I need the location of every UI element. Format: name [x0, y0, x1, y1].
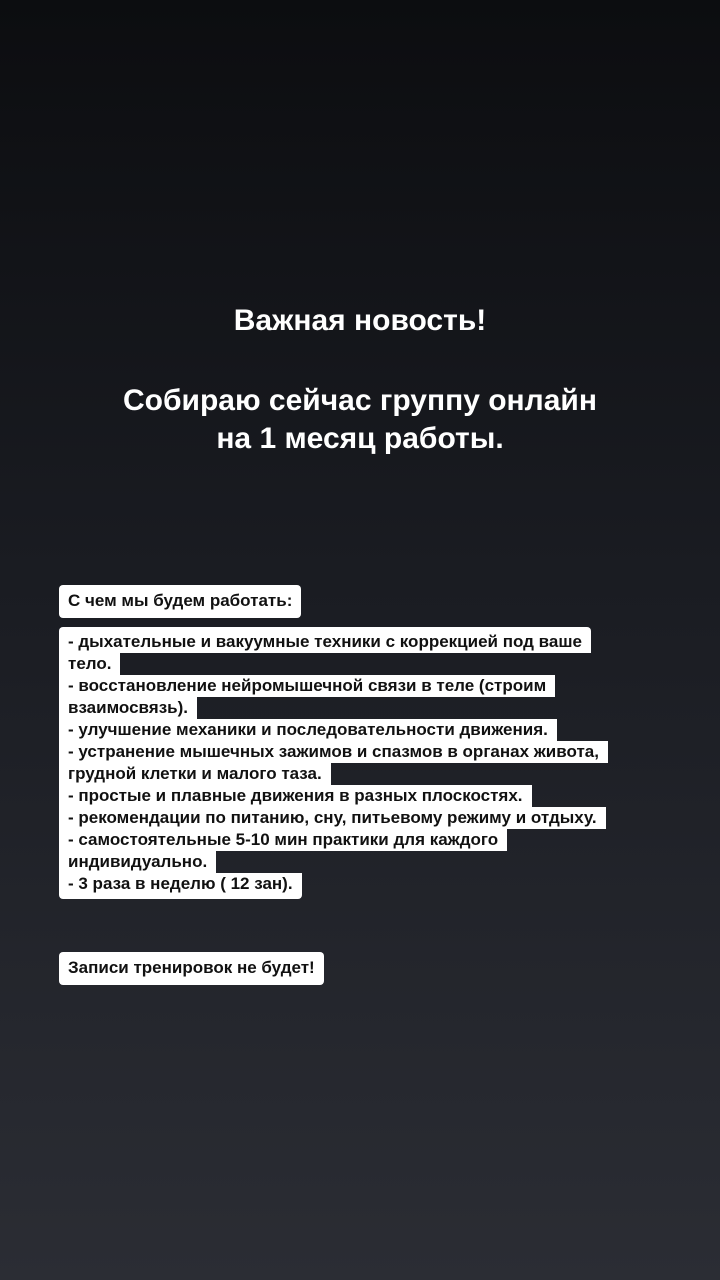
- list-item: [59, 807, 608, 829]
- story-title: Важная новость!: [233, 304, 487, 337]
- list-item-line: индивидуально.: [59, 851, 216, 873]
- list-item: [59, 675, 608, 719]
- list-item-line: - дыхательные и вакуумные техники с коррекцией под ваше: [59, 627, 591, 653]
- list-item-line: - 3 раза в неделю ( 12 зан).: [59, 873, 302, 899]
- list-item: [59, 873, 608, 899]
- list-item-line: грудной клетки и малого таза.: [59, 763, 331, 785]
- list-item-line: - улучшение механики и последовательности движения.: [59, 719, 557, 741]
- list-item: [59, 741, 608, 785]
- subtitle-line-2: на 1 месяц работы.: [216, 422, 504, 455]
- list-item-line: - простые и плавные движения в разных плоскостях.: [59, 785, 532, 807]
- story-subtitle: [0, 382, 720, 458]
- list-item: [59, 627, 608, 675]
- topics-list: [59, 627, 608, 899]
- list-item-line: - устранение мышечных зажимов и спазмов в органах живота,: [59, 741, 608, 763]
- section-label: С чем мы будем работать:: [59, 585, 301, 618]
- list-item-line: взаимосвязь).: [59, 697, 197, 719]
- list-item: [59, 785, 608, 807]
- list-item-line: тело.: [59, 653, 120, 675]
- list-item-line: - восстановление нейромышечной связи в теле (строим: [59, 675, 555, 697]
- list-item: [59, 829, 608, 873]
- no-recordings-note: Записи тренировок не будет!: [59, 952, 324, 985]
- list-item-line: - рекомендации по питанию, сну, питьевому режиму и отдыху.: [59, 807, 606, 829]
- subtitle-line-1: Собираю сейчас группу онлайн: [123, 384, 597, 417]
- list-item: [59, 719, 608, 741]
- list-item-line: - самостоятельные 5-10 мин практики для каждого: [59, 829, 507, 851]
